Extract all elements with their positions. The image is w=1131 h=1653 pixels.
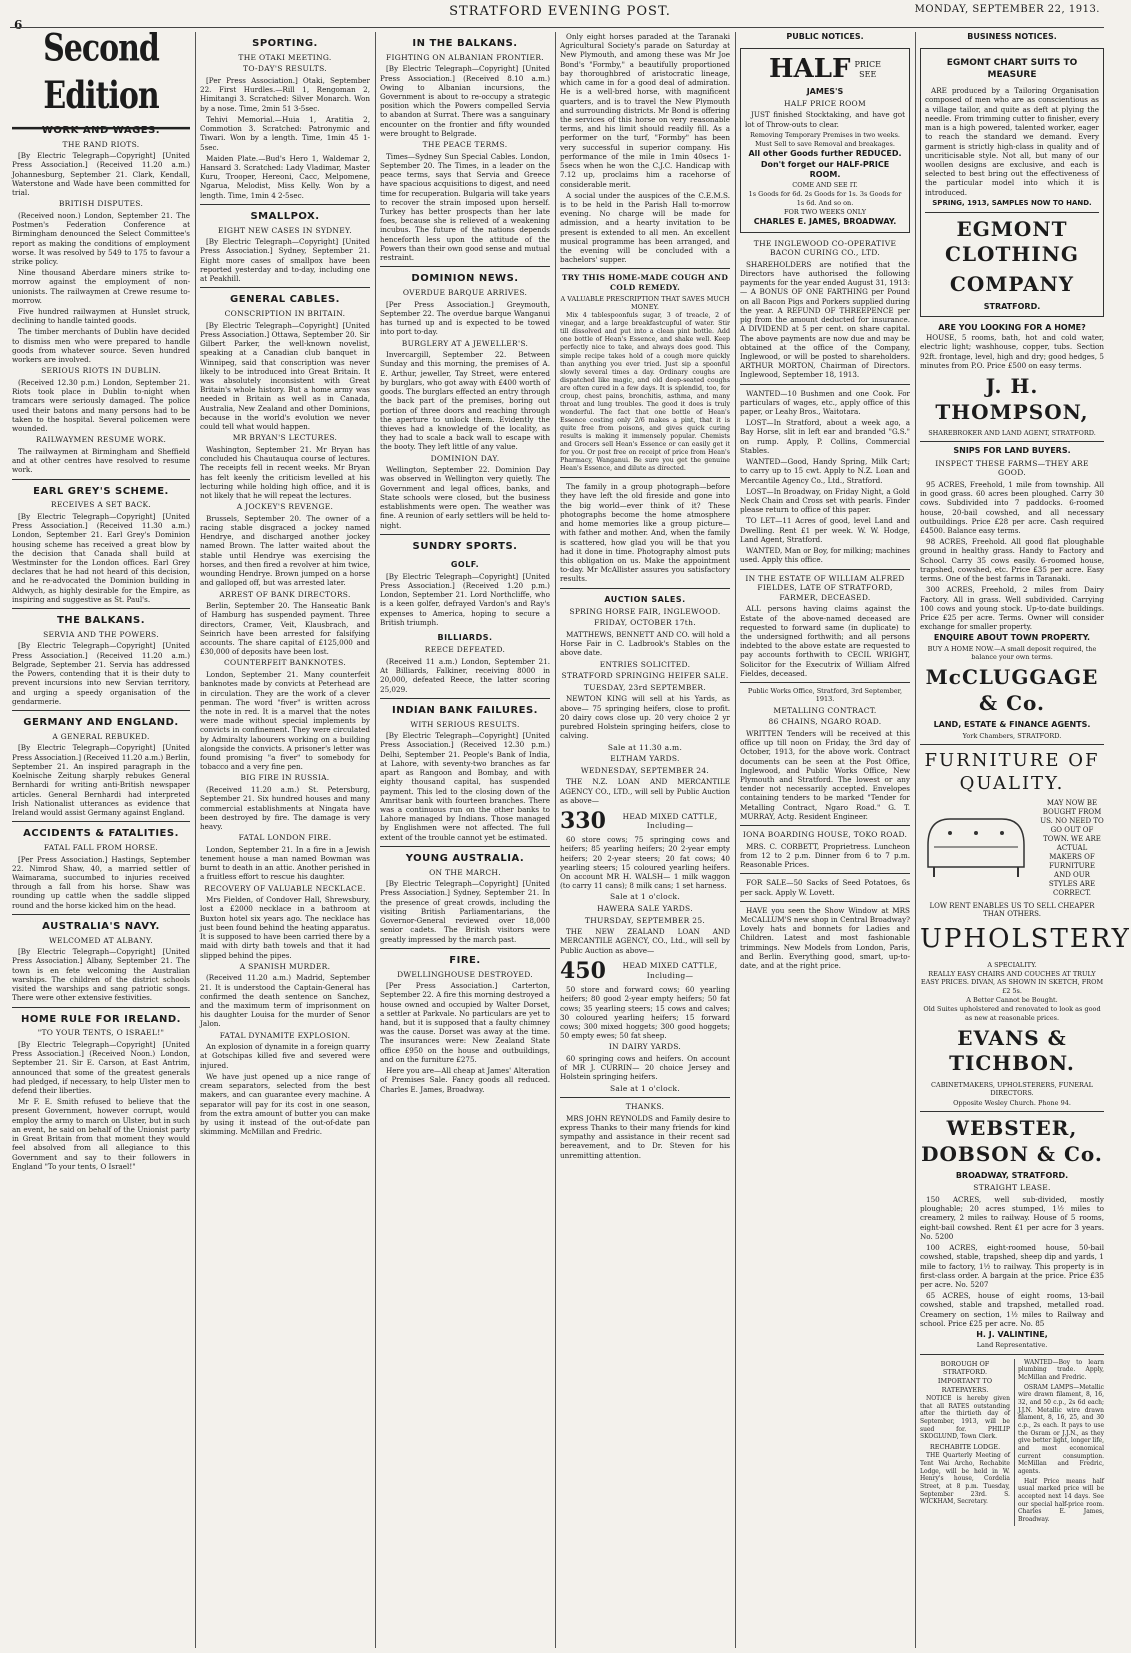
classified-ad: WANTED—10 Bushmen and one Cook. For particulars of wages, etc., apply office of this paper, or Leahy Bros., Waitotara. [740, 388, 910, 417]
company-town: STRATFORD. [983, 301, 1041, 311]
article-paragraph: (Received 12.30 p.m.) London, September 21. Riots took place in Dublin to-night when tramcars were seriously damaged. The police used their batons and many persons had to be taken to the hospital. Several policemen were wounded. [12, 377, 190, 434]
classified-ad: WANTED—Good, Handy Spring, Milk Cart; to carry up to 15 cwt. Apply to N.Z. Loan and Mercantile Agency Co., Ltd., Stratford. [740, 457, 910, 485]
ad-line: SPRING, 1913, SAMPLES NOW TO HAND. [932, 198, 1092, 207]
ad-heading: HALF PRICE ROOM [784, 98, 866, 108]
ad-body: NEWTON KING will sell at his Yards, as above— 75 springing heifers, close to profit. 20 dairy cows close up. 20 very choice 2 yr purebred Holstein springing heifers, close to calving. [560, 694, 730, 741]
half-price-ad [740, 48, 910, 232]
ad-heading: STRAIGHT LEASE. [973, 1183, 1051, 1193]
ad-body: ALL persons having claims against the Estate of the above-named deceased are requested to forward same (in duplicate) to the undersigned forthwith; and all persons indebted to the above estate are requested to pay accounts forthwith to CECIL WRIGHT, Solicitor for the Executrix of William Alfred Fieldes, deceased. [740, 604, 910, 678]
ad-heading: BOROUGH OF STRATFORD. [940, 1359, 990, 1376]
edition-banner: Second Edition [12, 26, 190, 129]
ad-heading: JAMES'S [806, 86, 844, 96]
subheading: FATAL DYNAMITE EXPLOSION. [219, 1030, 351, 1040]
company-address: BROADWAY, STRATFORD. [955, 1171, 1069, 1181]
article-paragraph: Mrs Fielden, of Condover Hall, Shrewsbury, lost a £2000 necklace in a bathroom at Buxton hotel six years ago. The necklace has just been found behind the heating apparatus. It is supposed to have been carried there by a maid with dirty bath towels and that it had slipped behind the pipes. [200, 895, 370, 960]
subheading: "TO YOUR TENTS, O ISRAEL!" [37, 1028, 165, 1038]
listing: 100 ACRES, eight-roomed house, 50-bail cowshed, stable, trapshed, sheep dip and yards, 1 mile to factory, 1½ to railway. This property is in first-class order. A bargain at the price. Price £35 per acre. No. 5207 [920, 1243, 1104, 1289]
article-paragraph: Wellington, September 22. Dominion Day was observed in Wellington very quietly. The Government and legal offices, banks, and State schools were closed, but the business establishments were open. The weather was fine. A reunion of early settlers will be held to-night. [380, 465, 550, 530]
ad-body: JUST finished Stocktaking, and have got lot of Throw-outs to clear. [745, 110, 905, 129]
article-paragraph: Here you are—All cheap at James' Alteration of Premises Sale. Fancy goods all reduced. Charles E. James, Broadway. [380, 1066, 550, 1094]
article-paragraph: Berlin, September 20. The Hanseatic Bank of Hamburg has suspended payment. Three directors, Cramer, Veit, Klausbrach, and Seinrich have been arrested for falsifying accounts. The share capital of £125,000 and £30,000 of deposits have been lost. [200, 601, 370, 657]
article-paragraph: The railwaymen at Birmingham and Sheffield and at other centres have resolved to resume work. [12, 446, 190, 475]
article-paragraph: The timber merchants of Dublin have decided to dismiss men who were prepared to handle goods from whatever source. Seven hundred workers are involved. [12, 327, 190, 365]
subheading: TO-DAY'S RESULTS. [243, 64, 327, 74]
subheading: MR BRYAN'S LECTURES. [232, 433, 338, 443]
agent-title: SHAREBROKER AND LAND AGENT, STRATFORD. [928, 429, 1096, 438]
ad-heading: THANKS. [625, 1102, 665, 1112]
cattle-label: HEAD MIXED CATTLE, Including— [622, 811, 718, 831]
column-rule [195, 32, 196, 1648]
subheading: RECEIVES A SET BACK. [50, 500, 152, 510]
ad-heading: SNIPS FOR LAND BUYERS. [953, 446, 1071, 456]
article-paragraph: Brussels, September 20. The owner of a racing stable disgraced a jockey named Hendrye, and discharged another jockey named Brown. The latter waited about the stable until Hendrye was exercising the horses, and then fired a revolver at him twice, wounding Hendrye. Brown jumped on a horse and galloped off, but was arrested later. [200, 513, 370, 588]
classified-ad: TO LET—11 Acres of good, level Land and Dwelling. Rent £1 per week. W. W. Hodge, Land Agent, Stratford. [740, 516, 910, 544]
sofa-illustration [920, 805, 1030, 885]
divider [920, 744, 1104, 745]
column-3 [380, 32, 550, 1648]
bottom-ads-right [1014, 1359, 1104, 1526]
subheading: RECOVERY OF VALUABLE NECKLACE. [204, 883, 366, 893]
ad-body: MATTHEWS, BENNETT AND CO. will hold a Horse Fair in C. Ladbrook's Stables on the above date. [560, 630, 730, 658]
ad-line: 1s Goods for 6d. 2s Goods for 1s. 3s Goods for 1s 6d. And so on. [748, 190, 902, 207]
ad-body: 60 store cows; 75 springing cows and heifers; 85 yearling heifers; 20 2-year empty heifers; 20 2-year steers; 20 fat cows; 40 yearling steers; 15 coloured yearling heifers. On account MR H. WALSH— 1 milk waggon (to carry 11 cans); 8 milk cans; 1 set harness. [560, 835, 730, 891]
headline: GOLF. [450, 559, 480, 569]
subheading: BIG FIRE IN RUSSIA. [240, 773, 330, 783]
classified-ad: WANTED—Boy to learn plumbing trade. Apply, McMillan and Fredric. [1017, 1358, 1104, 1381]
headline: BILLIARDS. [437, 633, 493, 643]
article-paragraph: [By Electric Telegraph—Copyright] [United Press Association.] (Received 11.20 a.m.) Belgrade, September 21. Servia has addressed the Powers, contending that it is their duty to prevent incursions into new Servian territory, and urging a speedy organisation of the gendarmerie. [12, 641, 190, 706]
ad-heading: THE INGLEWOOD CO-OPERATIVE BACON CURING CO., LTD. [753, 238, 897, 258]
classified-ad: LOST—In Stratford, about a week ago, a Bay Horse, slit in left ear and branded "G.S." on rump. Apply, P. Collins, Commercial Stables. [740, 418, 910, 455]
headline: SPORTING. [252, 38, 318, 49]
ad-body: MRS JOHN REYNOLDS and Family desire to express Thanks to their many friends for kind sympathy and assistance in their recent sad bereavement, and to Dr. Steven for his unremitting attention. [560, 1113, 730, 1160]
ad-note: ENTRIES SOLICITED. [599, 659, 691, 669]
ad-body: ARE produced by a Tailoring Organisation composed of men who are as conscientious as a village tailor, and quite as deft at plying the needle. From trimming cutter to finisher, every man is a high powered, talented worker, eager to reach the standard we demand. Every garment is strictly high-class in quality and of uncriticisable style. Not all, but many of our woollen designs are exclusive, and each is selected to best bring out the effectiveness of the particular model into which it is introduced. [925, 86, 1099, 197]
column-rule [735, 32, 736, 1648]
ad-banner: UPHOLSTERY [920, 924, 1131, 955]
ad-heading: IN DAIRY YARDS. [608, 1042, 682, 1052]
divider [12, 821, 190, 822]
divider [740, 384, 910, 385]
ad-heading: 86 CHAINS, NGARO ROAD. [768, 717, 882, 727]
column-2 [200, 32, 370, 1648]
classified-ad: OSRAM LAMPS—Metallic wire drawn filament, 8, 16, 32, and 50 c.p., 2s 6d each; J.J.N. Metallic wire drawn filament, 8, 16, 25, and 30 c.p., 2s each. It pays to use the Osram or J.J.N., as they give better light, longer life, and most economical current consumption. McMillan and Fredric, agents. [1017, 1383, 1104, 1476]
column-4 [560, 32, 730, 1648]
headline: GERMANY AND ENGLAND. [23, 717, 179, 729]
ad-body: HOUSE, 5 rooms, bath, hot and cold water, electric light; washhouse, copper, tubs. Section 92ft. frontage, level, high and dry; good hedges, 5 minutes from P.O. Price £500 on easy terms. [920, 333, 1104, 370]
headline: AUSTRALIA'S NAVY. [42, 920, 160, 932]
divider [12, 1007, 190, 1008]
column-1 [12, 26, 190, 1648]
ad-body: WRITTEN Tenders will be received at this office up till noon on Friday, the 3rd day of October, 1913, for the above work. Contract documents can be seen at the Post Office, Inglewood, and Public Works Office, New Plymouth and Stratford. The lowest or any tender not necessarily accepted. Envelopes containing tenders to be marked "Tender for Metalling Contract, Ngaro Road." G. T. MURRAY, Actg. Resident Engineer. [740, 728, 910, 821]
divider [200, 287, 370, 288]
divider [560, 477, 730, 478]
article-paragraph: Nine thousand Aberdare miners strike to-morrow against the employment of non-unionists. The railwaymen at Crewe resume to-morrow. [12, 268, 190, 305]
column-5 [740, 32, 910, 1648]
article-paragraph: [By Electric Telegraph—Copyright] [United Press Association.] Sydney, September 21. Eight more cases of smallpox have been reported yesterday and to-day, including one at Peakhill. [200, 237, 370, 284]
ad-heading: ELTHAM YARDS. [610, 754, 680, 764]
classified-ad: FOR SALE—50 Sacks of Seed Potatoes, 6s per sack. Apply W. Lovett. [740, 878, 910, 897]
divider [560, 1097, 730, 1098]
ad-body: THE NEW ZEALAND LOAN AND MERCANTILE AGENCY, CO., Ltd., will sell by Public Auction as above— [560, 927, 730, 955]
ad-line: COME AND SEE IT. [792, 181, 858, 190]
bottom-ads-left [920, 1359, 1010, 1526]
article-paragraph: [By Electric Telegraph—Copyright] [United Press Association.] (Received 11.20 a.m.) Johannesburg, September 21. Clark, Kendall, Waterstone and Wade have been committed for trial. [12, 151, 190, 198]
classified-ad: Half Price means half usual marked price will be accepted next 14 days. See our special half-price room. Charles E. James, Broadway. [1017, 1477, 1104, 1524]
ad-line: Removing Temporary Premises in two weeks. [750, 130, 900, 139]
ad-heading: RECHABITE LODGE. [929, 1442, 1001, 1451]
ad-line: All other Goods further REDUCED. [748, 149, 902, 159]
listing: 98 ACRES, Freehold. All good flat ploughable ground in healthy grass. Handy to Factory and School. Carry 35 cows easily. 6-roomed house, trapshed, cowshed, etc. Price £35 per acre. Easy terms. One of the best farms in Taranaki. [920, 537, 1104, 584]
ad-signature: CHARLES E. JAMES, BROADWAY. [753, 217, 897, 227]
article-paragraph: Mr F. E. Smith refused to believe that the present Government, however corrupt, would employ the army to march on Ulster, but in such an event, he said on behalf of the Unionist party in Great Britain from that moment they would feel absolved from all allegiance to this Government and say to their followers in England "To your tents, O Israel!" [12, 1097, 190, 1171]
ad-date: THURSDAY, SEPTEMBER 25. [584, 915, 706, 925]
ad-note: Sale at 1 o'clock. [609, 1083, 681, 1093]
ad-banner: FURNITURE OF QUALITY. [924, 749, 1100, 795]
ad-heading: METALLING CONTRACT. [773, 705, 877, 715]
article-paragraph: (Received noon.) London, September 21. The Postmen's Federation Conference at Birmingham denounced the Select Committee's report as making the conditions of employment worse. It was resolved by 549 to 175 to favour a strike policy. [12, 210, 190, 266]
ad-heading: INSPECT THESE FARMS—THEY ARE GOOD. [935, 458, 1089, 478]
headline: HOME RULE FOR IRELAND. [21, 1013, 181, 1025]
ad-body: MRS. C. CORBETT, Proprietress. Luncheon from 12 to 2 p.m. Dinner from 6 to 7 p.m. Reasonable Prices. [740, 841, 910, 870]
listing: 65 ACRES, house of eight rooms, 13-bail cowshed, stable and trapshed, metalled road. Creamery on section, 1½ miles to Railway and school. Price £25 per acre. No. 85 [920, 1291, 1104, 1328]
subheading: EIGHT NEW CASES IN SYDNEY. [218, 225, 352, 235]
company-title: CABINETMAKERS, UPHOLSTERERS, FUNERAL DIRECTORS. [931, 1081, 1093, 1098]
subheading: THE RAND RIOTS. [62, 139, 140, 149]
divider [920, 1111, 1104, 1112]
subheading: A JOCKEY'S REVENGE. [236, 502, 334, 512]
subheading: CONSCRIPTION IN BRITAIN. [224, 309, 346, 319]
cattle-count-row [560, 807, 730, 835]
article-paragraph: Washington, September 21. Mr Bryan has concluded his Chautauqua course of lectures. The receipts fell in recent weeks. Mr Bryan has felt keenly the criticism levelled at his lecturing while holding high office, and it is not likely that he will repeat the lectures. [200, 444, 370, 501]
listing: 300 ACRES, Freehold, 2 miles from Dairy Factory. All in grass. Well subdivided. Carrying 100 cows and young stock. Up-to-date buildings. Price £25 per acre. Terms. Owner will consider exchange for smaller property. [920, 585, 1104, 632]
divider [12, 914, 190, 915]
article-paragraph: [By Electric Telegraph—Copyright] [United Press Association.] (Received 1.20 p.m.) London, September 21. Lord Northcliffe, who is a keen golfer, defrayed Vardon's and Ray's expenses to America, hoping to secure a British triumph. [380, 571, 550, 627]
article-paragraph: (Received 11.20 a.m.) St. Petersburg, September 21. Six hundred houses and many commercial establishments at Ningata have been destroyed by fire. The damage is very heavy. [200, 785, 370, 831]
ad-heading: IMPORTANT TO RATEPAYERS. [937, 1377, 993, 1394]
article-paragraph: London, September 21. Many counterfeit banknotes made by convicts at Peterhead are in circulation. They are the work of a clever penman. The word "fiver" is written across the note in red. It is a marvel that the notes were made without special implements by convicts in confinement. They were circulated by Admiralty labourers working on a building alongside the convicts. A prisoner's letter was found promising "a fiver" to somebody for tobacco and a very fine pen. [200, 670, 370, 772]
cattle-count-row [560, 957, 730, 985]
headline: IN THE BALKANS. [412, 38, 518, 49]
article-paragraph: London, September 21. In a fire in a Jewish tenement house a man named Bowman was burnt to death in an attic. Another perished in a fruitless effort to rescue his daughter. [200, 844, 370, 882]
bottom-ads-row [920, 1359, 1104, 1526]
ad-line: FOR TWO WEEKS ONLY [784, 208, 866, 217]
headline: SMALLPOX. [250, 210, 320, 222]
listing: 150 ACRES, well sub-divided, mostly ploughable; 20 acres stumped, 1½ miles to creamery, 2 miles to railway. House of 5 rooms, eight-bail cowshed. Rent £1 per acre for 3 years. No. 5200 [920, 1195, 1104, 1241]
divider [560, 588, 730, 589]
ad-date: FRIDAY, OCTOBER 17th. [594, 618, 696, 628]
ad-line: Must Sell to save Removal and breakages. [755, 140, 895, 149]
ad-heading: SPRING HORSE FAIR, INGLEWOOD. [569, 606, 721, 616]
ad-note: Sale at 11.30 a.m. [607, 742, 683, 752]
issue-date: MONDAY, SEPTEMBER 22, 1913. [914, 4, 1100, 15]
half-word: HALF [768, 54, 851, 85]
ad-heading: IONA BOARDING HOUSE, TOKO ROAD. [742, 830, 908, 840]
agent-title: LAND, ESTATE & FINANCE AGENTS. [933, 720, 1091, 730]
column-rule [915, 32, 916, 1648]
divider [920, 1354, 1104, 1355]
subheading: DWELLINGHOUSE DESTROYED. [397, 969, 533, 979]
subheading: REECE DEFEATED. [424, 645, 506, 655]
subheading: BURGLERY AT A JEWELLER'S. [401, 338, 529, 348]
article-paragraph: [By Electric Telegraph—Copyright] [United Press Association.] Ottawa, September 20. Sir Gilbert Parker, the well-known novelist, speaking at a Canadian club banquet in Winnipeg, said that conscription was never likely to be introduced into Great Britain. It was absolutely inconsistent with Great Britain's whole history. But a home army was needed in Britain as well as in Canada, Australia, New Zealand and other Dominions, because in the world's evolution we never could tell what would happen. [200, 320, 370, 432]
column-6 [920, 32, 1131, 1648]
article-paragraph: [By Electric Telegraph—Copyright] [United Press Association.] Sydney, September 21. In the presence of great crowds, including the visiting British Parliamentarians, the Governor-General reviewed over 18,000 senior cadets. The British visitors were greatly impressed by the march past. [380, 879, 550, 944]
subheading: FATAL LONDON FIRE. [238, 833, 332, 843]
ad-subheading: A VALUABLE PRESCRIPTION THAT SAVES MUCH MONEY. [560, 294, 730, 311]
article-paragraph: [Per Press Association.] Hastings, September 22. Nimrod Shaw, 40, a married settler of Waimarama, succumbed to injuries received through a fall from his horse. Shaw was rounding up cattle when the saddle slipped round and the horse kicked him on the head. [12, 854, 190, 910]
article-paragraph: Only eight horses paraded at the Taranaki Agricultural Society's parade on Saturday at New Plymouth, and among these was Mr Joe Bond's "Formby," a beautifully proportioned bay thoroughbred of aristocratic lineage, which came in for a good deal of admiration. He is a well-bred horse, with magnificent quarters, and is to travel the New Plymouth and surrounding districts. Mr Bond is offering the services of this horse on very reasonable terms, and his limit should readily fill. As a performer on the turf, "Formby" has been very successful in superior company. His performance of the mile in 1min 40secs 1-5secs when he won the C.J.C. Handicap with 7.12 up, proclaims him a racehorse of considerable merit. [560, 32, 730, 189]
ad-line: BUY A HOME NOW.—A small deposit required, the balance your own terms. [927, 644, 1097, 661]
divider [380, 534, 550, 535]
article-paragraph: Five hundred railwaymen at Hunslet struck, declining to handle tainted goods. [12, 307, 190, 326]
classified-ad: WANTED, Man or Boy, for milking; machines used. Apply this office. [740, 546, 910, 565]
subheading: COUNTERFEIT BANKNOTES. [223, 658, 347, 668]
article-paragraph: [Per Press Association.] Greymouth, September 22. The overdue barque Wanganui has turned up and is expected to be towed into port to-day. [380, 299, 550, 337]
subheading: ARREST OF BANK DIRECTORS. [219, 589, 351, 599]
company-name: WEBSTER, DOBSON & Co. [921, 1116, 1103, 1166]
article-paragraph: [Per Press Association.] Otaki, September 22. First Hurdles.—Rill 1, Rengoman 2, Himitangi 3. Scratched: Silver Monarch. Won by a nose. Time, 2min 51 3-5sec. [200, 75, 370, 113]
ad-line: Old Suites upholstered and renovated to look as good as new at reasonable prices. [923, 1005, 1101, 1022]
subheading: WITH SERIOUS RESULTS. [410, 719, 520, 729]
article-paragraph: [By Electric Telegraph—Copyright] [United Press Association.] (Received Noon.) London, September 21. Sir E. Carson, at East Antrim, announced that some of the greatest generals had pledged, if necessary, to help Ulster men to defend their liberties. [12, 1039, 190, 1096]
ad-line: Don't forget our HALF-PRICE ROOM. [760, 159, 890, 179]
headline: DOMINION NEWS. [411, 273, 519, 285]
newspaper-title: STRATFORD EVENING POST. [449, 4, 671, 19]
agent-name: H. J. VALINTINE, [976, 1330, 1048, 1340]
price-word: PRICE [854, 59, 881, 69]
ad-date: TUESDAY, 23rd SEPTEMBER. [583, 682, 707, 692]
headline: ACCIDENTS & FATALITIES. [23, 828, 179, 840]
headline: EARL GREY'S SCHEME. [33, 485, 169, 497]
ad-line: LOW RENT ENABLES US TO SELL CHEAPER THAN OTHERS. [929, 901, 1095, 919]
ad-line: A Better Cannot be Bought. [966, 995, 1058, 1004]
ad-body: THE Quarterly Meeting of Tent Wai Archo, Rechabite Lodge, will be held in W. Henry's house, Cordelia Street, at 8 p.m. Tuesday, September 23rd. S. WICKHAM, Secretary. [920, 1452, 1010, 1506]
ad-body: NOTICE is hereby given that all RATES outstanding after the thirtieth day of September, 1913, will be sued for. PHILIP SKOGLUND, Town Clerk. [920, 1394, 1010, 1441]
ad-note: Sale at 1 o'clock. [609, 892, 681, 902]
headline: FIRE. [449, 954, 481, 966]
article-paragraph: An explosion of dynamite in a foreign quarry at Gotschipas killed five and severed were injured. [200, 1042, 370, 1070]
article-paragraph: (Received 11 a.m.) London, September 21. At Billiards, Falkiner, receiving 8000 in 20,000, defeated Reece, the latter scoring 25,029. [380, 656, 550, 694]
article-paragraph: We have just opened up a nice range of cream separators, selected from the best makers, and can guarantee every machine. A separator will pay for its cost in one season, from the extra amount of butter you can make by using it instead of the out-of-date pan skimming. McMillan and Fredric. [200, 1071, 370, 1137]
divider [925, 212, 1099, 213]
subheading: A GENERAL REBUKED. [52, 731, 150, 741]
divider [200, 204, 370, 205]
ad-heading: ENQUIRE ABOUT TOWN PROPERTY. [933, 633, 1091, 643]
subheading: WELCOMED AT ALBANY. [49, 935, 153, 945]
divider [740, 901, 910, 902]
article-paragraph: Tehivi Memorial.—Huia 1, Aratitia 2, Commotion 3. Scratched: Patronymic and Tiwari. Won by a length. Time, 1min 45 1-5sec. [200, 114, 370, 152]
agent-title: Land Representative. [976, 1341, 1048, 1350]
ad-body: MAY NOW BE BOUGHT FROM US. NO NEED TO GO OUT OF TOWN. WE ARE ACTUAL MAKERS OF FURNITURE AND OUR STYLES ARE CORRECT. [1040, 799, 1104, 897]
article-paragraph: [Per Press Association.] Carterton, September 22. A fire this morning destroyed a house owned and occupied by Walter Dorset, a settler at Parkvale. No particulars are yet to hand, but it is supposed that a faulty chimney was the cause. Dorset was away at the time. The insurances were: New Zealand State office £950 on the house and outbuildings, and on the furniture £275. [380, 981, 550, 1064]
subheading: FATAL FALL FROM HORSE. [43, 842, 159, 852]
company-name: EGMONT CLOTHING [945, 216, 1079, 267]
see-word: SEE [859, 69, 877, 79]
divider [560, 268, 730, 269]
divider [920, 441, 1104, 442]
divider [12, 479, 190, 480]
subheading: SERIOUS RIOTS IN DUBLIN. [41, 366, 161, 376]
subheading: FIGHTING ON ALBANIAN FRONTIER. [386, 52, 544, 62]
ad-line: Public Works Office, Stratford, 3rd September, 1913. [747, 687, 903, 704]
classified-ad: HAVE you seen the Show Window at MRS McCALLUM'S new shop in Central Broadway? Lovely hats and bonnets for Ladies and Children. Latest and most fashionable trimmings. New Models from London, Paris, and Berlin. Everything good, smart, up-to-date, and at the right price. [740, 905, 910, 971]
ad-heading: STRATFORD SPRINGING HEIFER SALE. [561, 671, 729, 681]
divider [740, 682, 910, 683]
headline: SUNDRY SPORTS. [412, 540, 518, 552]
classified-ad: LOST—In Broadway, on Friday Night, a Gold Neck Chain and Cross set with pearls. Finder please return to office of this paper. [740, 486, 910, 515]
egmont-ad [920, 48, 1104, 317]
page-number: 6 [14, 18, 23, 32]
article-paragraph: Invercargill, September 22. Between Sunday and this morning, the premises of A. E. Arthur, jeweller, Tay Street, were entered by burglars, who got away with £400 worth of goods. The burglars effected an entry through the back part of the premises, boring out portion of three doors and reaching through the aperture to unlock them. Evidently the thieves had a knowledge of the locality, as they had to scale a back wall to escape with the booty. They left little of any value. [380, 350, 550, 452]
divider [740, 569, 910, 570]
ad-heading: EGMONT CHART SUITS TO MEASURE [946, 58, 1078, 80]
subheading: THE OTAKI MEETING. [238, 52, 332, 62]
section-heading: BUSINESS NOTICES. [967, 32, 1057, 41]
subheading: ON THE MARCH. [429, 867, 501, 877]
headline: THE BALKANS. [56, 615, 146, 627]
ad-body: 50 store and forward cows; 60 yearling heifers; 80 good 2-year empty heifers; 50 fat cows; 35 yearling steers; 15 cows and calves; 30 coloured yearling heifers; 15 forward cows; 300 mixed hoggets; 300 good hoggets; 50 empty ewes; 50 fat sheep. [560, 985, 730, 1041]
ad-body: THE N.Z. LOAN AND MERCANTILE AGENCY CO., LTD., will sell by Public Auction as above— [560, 777, 730, 805]
subheading: A SPANISH MURDER. [239, 961, 331, 971]
divider [740, 825, 910, 826]
divider [380, 698, 550, 699]
cattle-count: 330 [560, 808, 606, 835]
ad-heading: HAWERA SALE YARDS. [597, 904, 693, 914]
divider [12, 710, 190, 711]
company-name: EVANS & TICHBON. [949, 1025, 1075, 1076]
ad-body: 60 springing cows and heifers. On account of MR J. CURRIN— 20 choice Jersey and Holstein springing heifers. [560, 1053, 730, 1082]
company-address: Opposite Wesley Church. Phone 94. [953, 1098, 1071, 1107]
column-rule [555, 32, 556, 1648]
cattle-label: HEAD MIXED CATTLE, Including— [622, 961, 718, 980]
divider [380, 846, 550, 847]
article-paragraph: Maiden Plate.—Bud's Hero 1, Waldemar 2, Hansard 3. Scratched: Lady Vladimar, Master Kuru, Trooper, Hereoni, Cacc, Melpomene, Ngarua, Melodist, Miss Kelly. Won by a length. Time, 1min 4 2-5sec. [200, 153, 370, 200]
divider [12, 608, 190, 609]
article-paragraph: [By Electric Telegraph—Copyright] [United Press Association.] (Received 11.20 a.m.) Berlin, September 21. An inspired paragraph in the Koelnische Zeitung sharply rebukes General Bernhardi for writing anti-British newspaper articles. General Bernhardi had interpreted Irish Nationalist utterances as evidence that Ireland would assist Germany against England. [12, 743, 190, 817]
subheading: BRITISH DISPUTES. [58, 199, 144, 209]
section-heading: AUCTION SALES. [604, 594, 686, 604]
listing: 95 ACRES, Freehold, 1 mile from township. All in good grass. 60 acres been ploughed. Carry 30 cows. Subdivided into 7 paddocks. 6-roomed house, 20-bail cowshed, and all necessary outbuildings. Price £28 per acre. Cash required £4500. Balance easy terms. [920, 479, 1104, 535]
article-paragraph: (Received 11.20 a.m.) Madrid, September 21. It is understood the Captain-General has confirmed the death sentence on Sanchez, and the maximum term of imprisonment on his daughter Louisa for the murder of Senor Jalon. [200, 973, 370, 1029]
subheading: OVERDUE BARQUE ARRIVES. [402, 288, 528, 298]
ad-body: SHAREHOLDERS are notified that the Directors have authorised the following payments for the year ended August 31, 1913:— A BONUS OF ONE FARTHING per Pound on all Bacon Pigs and Porkers supplied during the year. A REFUND OF THREEPENCE per pig from the amount deducted for insurance. A DIVIDEND at 5 per cent. on share capital. The above payments are now due and may be obtained at the office of the Company, Inglewood, or will be posted to shareholders. ARTHUR MORTON, Chairman of Directors. Inglewood, September 18, 1913. [740, 259, 910, 380]
agent-address: York Chambers, STRATFORD. [962, 731, 1062, 740]
ad-date: WEDNESDAY, SEPTEMBER 24. [580, 765, 710, 775]
subheading: RAILWAYMEN RESUME WORK. [35, 435, 167, 445]
article-paragraph: Times—Sydney Sun Special Cables. London, September 20. The Times, in a leader on the peace terms, says that Servia and Greece have spacious acquisitions to digest, and need time for recuperation. Bulgaria will take years to recover the strain imposed upon herself. Turkey has better prospects than her late foes, because she is relieved of a weakening incubus. The future of the nations depends henceforth less upon the attitude of the Powers than their own good sense and mutual restraint. [380, 151, 550, 263]
subheading: SERVIA AND THE POWERS. [43, 629, 159, 639]
headline: INDIAN BANK FAILURES. [392, 704, 538, 716]
agent-name: McCLUGGAGE & Co. [925, 665, 1099, 715]
article-paragraph: [By Electric Telegraph—Copyright] [United Press Association.] (Received 8.10 a.m.) Owing to Albanian incursions, the Government is about to re-occupy a strategic position which the Powers compelled Servia to abandon at Surrat. There was a sanguinary encounter on the frontier and fifty wounded were brought to Belgrade. [380, 64, 550, 138]
company-name: COMPANY [949, 272, 1075, 297]
column-rule [375, 32, 376, 1648]
headline: WORK AND WAGES. [41, 124, 161, 136]
ad-line: REALLY EASY CHAIRS AND COUCHES AT TRULY EASY PRICES. DIVAN, AS SHOWN IN SKETCH, FROM £2 5s. [920, 970, 1104, 995]
article-paragraph: A social under the auspices of the C.E.M.S. is to be held in the Parish Hall to-morrow evening. No charge will be made for admission, and a hearty invitation to be present is extended to all men. An excellent musical programme has been arranged, and the evening will be concluded with a bachelors' supper. [560, 190, 730, 265]
cattle-count: 450 [560, 957, 606, 984]
headline: YOUNG AUSTRALIA. [405, 852, 525, 864]
headline: GENERAL CABLES. [230, 294, 340, 306]
ad-line: A SPECIALITY. [987, 960, 1037, 969]
section-heading: PUBLIC NOTICES. [786, 32, 864, 41]
article-paragraph: The family in a group photograph—before they have left the old fireside and gone into the big world—ever think of it? These photographs become the home atmosphere and home memories like a group picture—with father and mother. And, when the family is scattered, how glad you will be that you had it done in time. Photography almost puts this obligation on us. Make the appointment to-day. Mr McAllister assures you satisfactory results. [560, 482, 730, 584]
article-paragraph: [By Electric Telegraph—Copyright] [United Press Association.] Albany, September 21. The town is en fete welcoming the Australian warships. The children of the district schools visited the warships and sang patriotic songs. There were other extensive festivities. [12, 947, 190, 1003]
ad-body: Mix 4 tablespoonfuls sugar, 3 of treacle, 2 of vinegar, and a large breakfastcupful of water. Stir till dissolved and put into a clean pint bottle. Add one bottle of Hean's Essence, and shake well. Keep perfectly nice to take, and always does good. This simple recipe takes hold of a cough more quickly than anything you ever tried. Just sip a spoonful slowly several times a day. Ordinary coughs are dispatched like magic, and old deep-seated coughs are often cured in a few days. It is splendid, too, for croup, chest pains, bronchitis, asthma, and many throat and lung troubles. The good it does is truly wonderful. The fact that one bottle of Hean's Essence costing only 2/6 makes a pint, that it is quite free from poisons, and gives quick curing results is making it immensely popular. Chemists and Grocers sell Hean's Essence or can easily get it for you. Or post free on receipt of price from Hean's Pharmacy, Wanganui. Be sure you get the genuine Hean's Essence, and dilute as directed. [560, 312, 730, 473]
divider [380, 266, 550, 267]
subheading: THE PEACE TERMS. [422, 140, 508, 150]
article-paragraph: [By Electric Telegraph—Copyright] [United Press Association.] (Received 12.30 p.m.) Delhi, September 21. People's Bank of India, at Lahore, with seventy-two branches as far apart as Rangoon and Bombay, and with eighty thousand capital, has suspended payment. This led to the closing down of the Amritsar bank with fourteen branches. There was a continuous run on the other banks to Lahore managed by Indians. Those managed by Englishmen were not affected. The full extent of the trouble cannot yet be estimated. [380, 731, 550, 842]
divider [740, 873, 910, 874]
ad-heading: ARE YOU LOOKING FOR A HOME? [938, 322, 1086, 332]
subheading: DOMINION DAY. [430, 453, 500, 463]
article-paragraph: [By Electric Telegraph—Copyright] [United Press Association.] (Received 11.30 a.m.) London, September 21. Earl Grey's Dominion housing scheme has received a great blow by the decision that Canada shall build at Westminster for the London offices. Earl Grey declares that he had not heard of this decision, and he re-advocated the Dominion building in Aldwych, as highly desirable for the Empire, as inspiring and suggestive as St. Paul's. [12, 511, 190, 604]
ad-heading: TRY THIS HOME-MADE COUGH AND COLD REMEDY. [561, 273, 729, 293]
agent-name: J. H. THOMPSON, [935, 373, 1089, 424]
ad-heading: IN THE ESTATE OF WILLIAM ALFRED FIELDES, LATE OF STRATFORD, FARMER, DECEASED. [745, 573, 905, 602]
divider [380, 948, 550, 949]
